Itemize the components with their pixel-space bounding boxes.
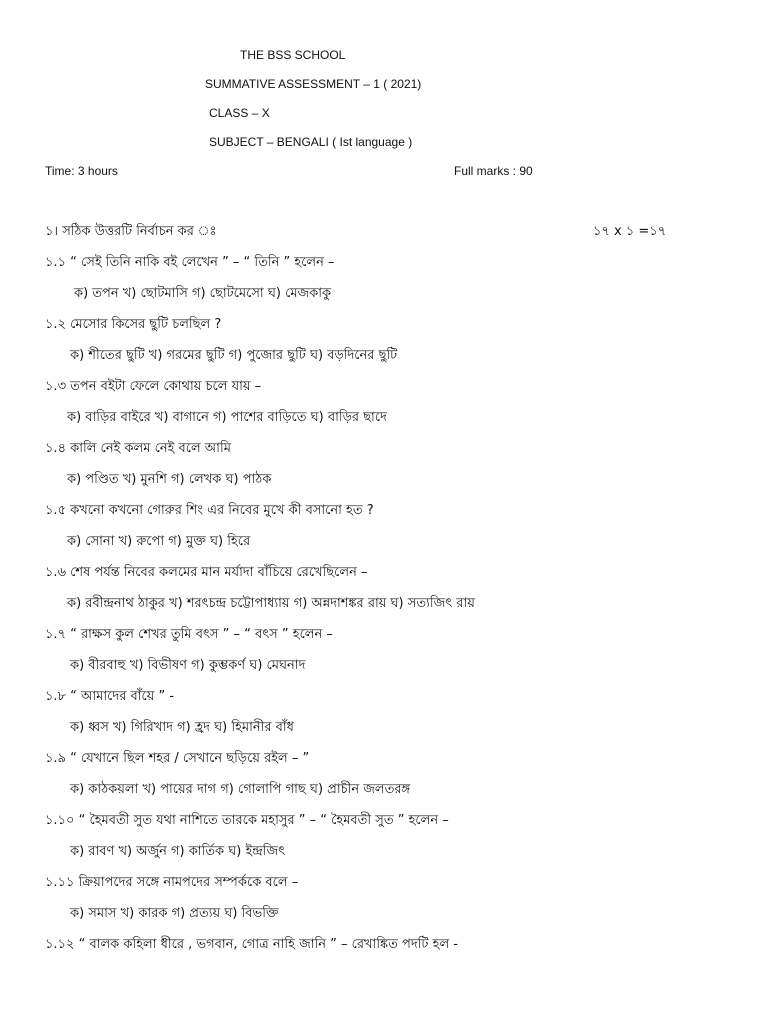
- header-school: THE BSS SCHOOL: [240, 48, 346, 62]
- question-1-3: ১.৩ তপন বইটা ফেলে কোথায় চলে যায় –: [45, 379, 262, 394]
- question-1-5: ১.৫ কখনো কখনো গোরুর শিং এর নিবের মুখে কী বসানো হত ?: [45, 503, 374, 518]
- time-label: Time: 3 hours: [45, 164, 118, 178]
- question-1-2: ১.২ মেসোর কিসের ছুটি চলছিল ?: [45, 317, 222, 332]
- section-heading: ১। সঠিক উত্তরটি নির্বাচন কর ঃ: [45, 224, 217, 239]
- options-1-3: ক) বাড়ির বাইরে খ) বাগানে গ) পাশের বাড়িতে ঘ) বাড়ির ছাদে: [67, 410, 387, 425]
- options-1-4: ক) পণ্ডিত খ) মুনশি গ) লেখক ঘ) পাঠক: [67, 472, 272, 487]
- question-1-1: ১.১ “ সেই তিনি নাকি বই লেখেন ” – “ তিনি ” হলেন –: [45, 255, 335, 270]
- question-1-12: ১.১২ “ বালক কহিলা ধীরে , ভগবান, গোত্র নাহি জানি ” – রেখাঙ্কিত পদটি হল -: [45, 937, 458, 952]
- options-1-5: ক) সোনা খ) রুপো গ) মুক্ত ঘ) হিরে: [67, 534, 251, 549]
- section-marks: ১৭ x ১ =১৭: [593, 224, 667, 239]
- header-subject: SUBJECT – BENGALI ( Ist language ): [209, 135, 413, 149]
- question-1-7: ১.৭ “ রাক্ষস কুল শেখর তুমি বৎস ” – “ বৎস ” হলেন –: [45, 627, 333, 642]
- question-1-9: ১.৯ “ যেখানে ছিল শহর / সেখানে ছড়িয়ে রইল – ”: [45, 751, 310, 766]
- question-1-10: ১.১০ “ হৈমবতী সুত যথা নাশিতে তারকে মহাসুর ” – “ হৈমবতী সুত ” হলেন –: [45, 813, 449, 828]
- options-1-11: ক) সমাস খ) কারক গ) প্রত্যয় ঘ) বিভক্তি: [70, 906, 279, 921]
- question-1-11: ১.১১ ক্রিয়াপদের সঙ্গে নামপদের সম্পর্ককে বলে –: [45, 875, 299, 890]
- options-1-10: ক) রাবণ খ) অর্জুন গ) কার্তিক ঘ) ইন্দ্রজিৎ: [70, 844, 286, 859]
- options-1-1: ক) তপন খ) ছোটমাসি গ) ছোটমেসো ঘ) মেজকাকু: [74, 286, 332, 301]
- full-marks-label: Full marks : 90: [454, 164, 533, 178]
- options-1-8: ক) ধ্বস খ) গিরিখাদ গ) হ্রদ ঘ) হিমানীর বাঁধ: [70, 720, 294, 735]
- header-class: CLASS – X: [209, 106, 270, 120]
- question-1-6: ১.৬ শেষ পর্যন্ত নিবের কলমের মান মর্যাদা বাঁচিয়ে রেখেছিলেন –: [45, 565, 368, 580]
- header-exam: SUMMATIVE ASSESSMENT – 1 ( 2021): [205, 77, 422, 91]
- options-1-9: ক) কাঠকয়লা খ) পায়ের দাগ গ) গোলাপি গাছ ঘ) প্রাচীন জলতরঙ্গ: [70, 782, 411, 797]
- question-1-4: ১.৪ কালি নেই কলম নেই বলে আমি: [45, 441, 231, 456]
- question-1-8: ১.৮ “ আমাদের বাঁয়ে ” -: [45, 689, 175, 704]
- options-1-2: ক) শীতের ছুটি খ) গরমের ছুটি গ) পুজোর ছুটি ঘ) বড়দিনের ছুটি: [70, 348, 398, 363]
- options-1-7: ক) বীরবাহু খ) বিভীষণ গ) কুম্ভকর্ণ ঘ) মেঘনাদ: [70, 658, 306, 673]
- options-1-6: ক) রবীন্দ্রনাথ ঠাকুর খ) শরৎচন্দ্র চট্টোপাধ্যায় গ) অন্নদাশঙ্কর রায় ঘ) সত্যজিৎ রায়: [67, 596, 475, 611]
